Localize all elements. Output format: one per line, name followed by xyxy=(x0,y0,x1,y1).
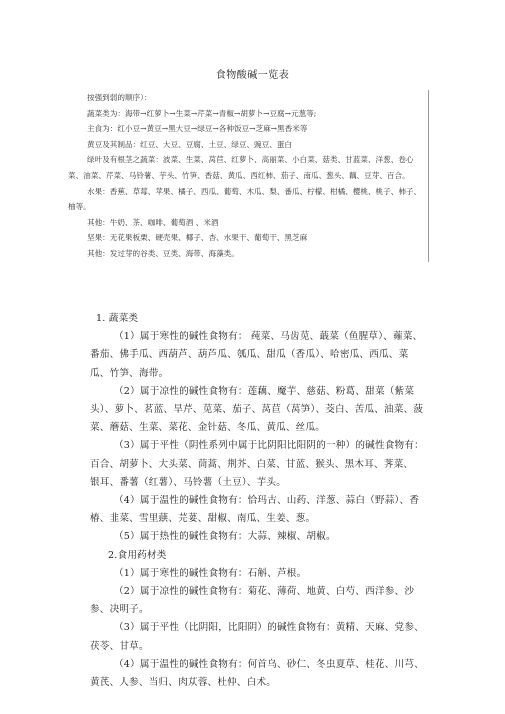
section-vegetables-neutral: （3）属于平性（阴性系列中属于比阴阳比阳阴的一种）的碱性食物有：百合、胡萝卜、大头菜、茼蒿、荆芥、白菜、甘蓝、猴头、黑木耳、荠菜、 银耳、番薯（红薯）、马铃薯（土豆）、芋头。 xyxy=(90,440,424,488)
main-content xyxy=(90,310,425,692)
section-vegetables-warm: （4）属于温性的碱性食物有：恰玛古、山药、洋葱、蒜白（野蒜）、香椿、韭菜、雪里蕻、芫荽、甜椒、南瓜、生姜、葱。 xyxy=(90,495,420,525)
summary-staples: 主食为：红小豆→黄豆→黑大豆→绿豆→各种饭豆→芝麻→黑香米等 xyxy=(87,124,308,134)
summary-vegetables: 蔬菜类为：海带→红萝卜→生菜→芹菜→青椒→胡萝卜→豆腐→元葱等; xyxy=(87,108,317,118)
section-herbs-cold: （1）属于寒性的碱性食物有：石斛、芦根。 xyxy=(114,567,307,579)
summary-nuts: 坚果：无花果板栗、硬壳果、椰子、杏、水果干、葡萄干、黑芝麻 xyxy=(87,233,308,243)
page-title: 食物酸碱一览表 xyxy=(215,70,290,81)
summary-fruits: 水果：香蕉、草莓、苹果、橘子、西瓜、葡萄、木瓜、梨、番瓜、柠檬、柑橘、樱桃、桃子、柿子、柚等。 xyxy=(68,186,422,212)
summary-intro: 按强到弱的顺序）： xyxy=(87,93,152,102)
section-herbs-cool: （2）属于凉性的碱性食物有：菊花、薄荷、地黄、白芍、西洋参、沙参、决明子。 xyxy=(90,586,415,616)
section-herbs-title: 2.食用药材类 xyxy=(108,549,167,561)
section-herbs-neutral: （3）属于平性（比阴阳，比阳阴）的碱性食物有：黄精、天麻、党参、茯苓、甘草。 xyxy=(90,622,424,652)
summary-other-drinks: 其他：牛奶、茶、咖啡、葡萄酒 、米酒 xyxy=(87,217,219,227)
section-herbs-warm: （4）属于温性的碱性食物有：何首乌、砂仁、冬虫夏草、桂花、川芎、黄芪、人参、当归、肉苁蓉、杜仲、白术。 xyxy=(90,658,424,689)
summary-sprouts: 其他：发过芽的谷类、豆类、海带、海藻类。 xyxy=(87,248,239,258)
section-vegetables-cool: （2）属于凉性的碱性食物有：莲藕、魔芋、慈菇、粉葛、甜菜（紫菜头）、萝卜、茗蓝、旱芹、苋菜、茄子、莴苣（莴笋）、茭白、苦瓜、油菜、菠菜、蘑菇、生菜、菜花、金针菇、冬瓜、黄瓜、丝瓜。 xyxy=(90,385,424,434)
summary-box xyxy=(68,90,429,262)
summary-green-vegetables: 绿叶及有根茎之蔬菜：波菜、生菜、莴苣、红萝卜、高丽菜、小白菜、菇类、甘蓝菜、洋葱、卷心菜、油菜、芹菜、马铃薯、芋头、竹笋、香菇、黄瓜、西红柿、茄子、南瓜、葱头、藕、豆芽、百合。 xyxy=(68,155,414,180)
section-vegetables-cold: （1）属于寒性的碱性食物有： 莼菜、马齿苋、蕺菜（鱼腥草）、蕹菜、番茄、佛手瓜、西葫芦、葫芦瓜、瓠瓜、甜瓜（香瓜）、哈密瓜、西瓜、菜瓜、竹笋、海带。 xyxy=(90,331,423,379)
section-vegetables-title: 1. 蔬菜类 xyxy=(96,313,139,324)
section-vegetables-hot: （5）属于热性的碱性食物有：大蒜、辣椒、胡椒。 xyxy=(114,531,336,543)
summary-beans: 黄豆及其制品：红豆、大豆、豆腐、土豆、绿豆、豌豆、蛋白 xyxy=(87,139,293,149)
